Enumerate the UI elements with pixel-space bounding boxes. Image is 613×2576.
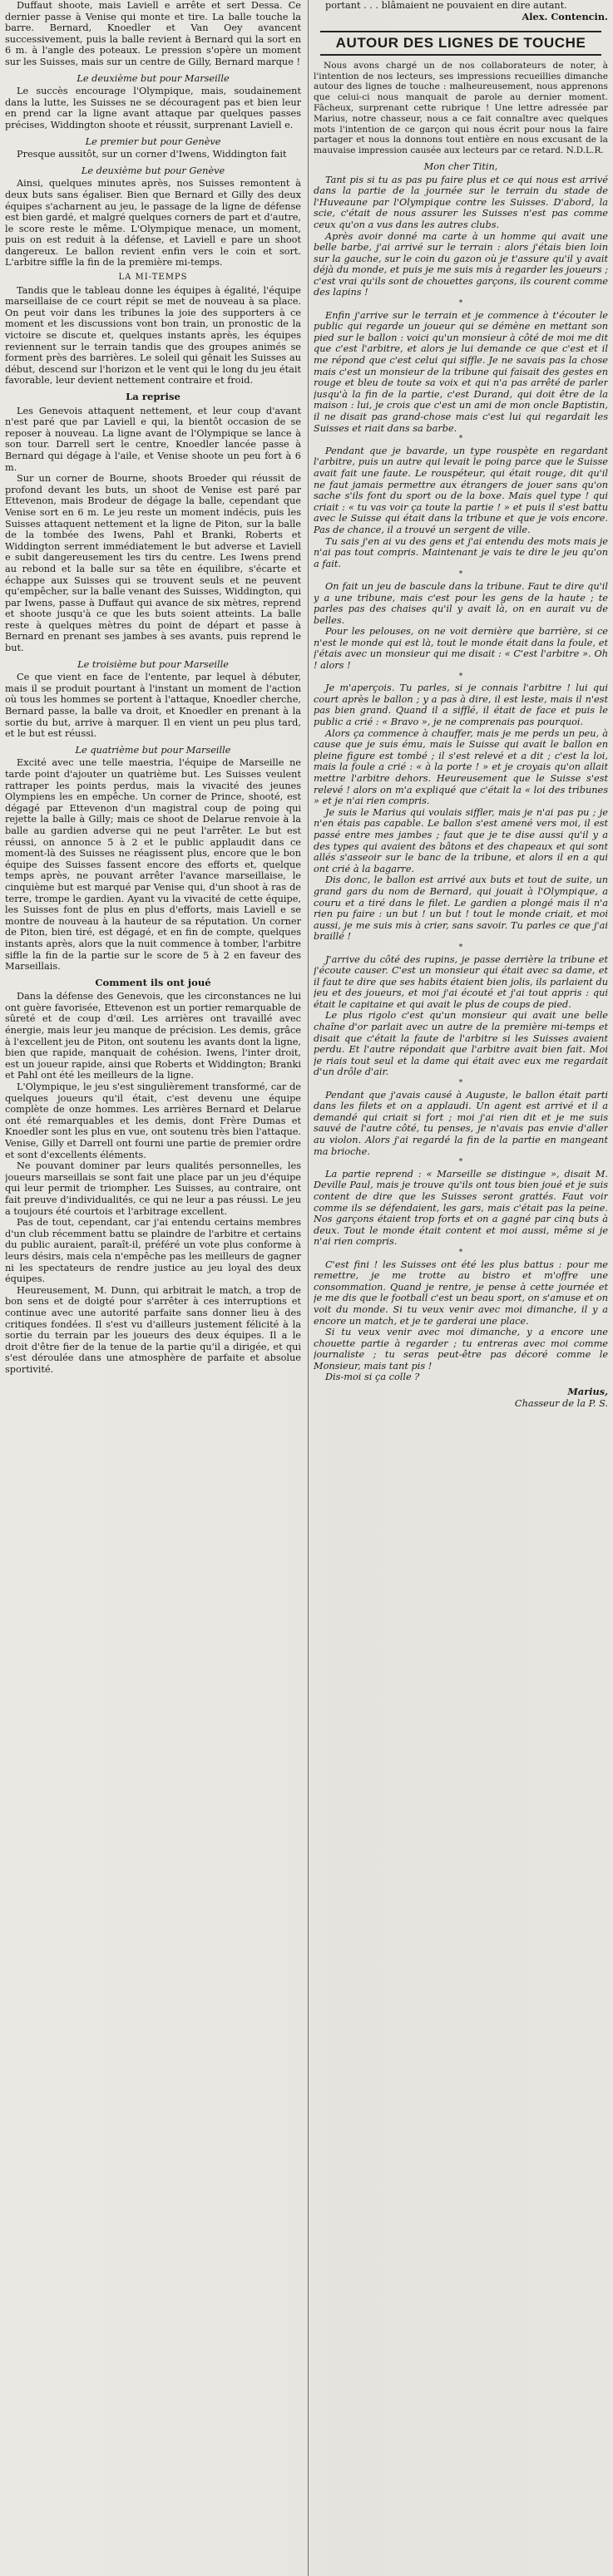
- paragraph: Si tu veux venir avec moi dimanche, y a encore une chouette partie à regarder ; tu entreras avec moi comme journaliste ; tu seras peut-être pas décoré comme le Monsieur, mais tant pis !: [314, 1327, 608, 1372]
- section-heading: La reprise: [126, 391, 180, 402]
- paragraph: L'Olympique, le jeu s'est singulièrement transformé, car de quelques joueurs qu'il était, c'est devenu une équipe complète de onze hommes. Les arrières Bernard et Delarue ont été remarquables et les demis, dont Frère Dumas et Knoedler sont les plus en vue, ont soutenu très bien l'attaque. Venise, Gilly et Darrell ont fourni une partie de premier ordre et sont d'excellents éléments.: [5, 1081, 301, 1160]
- separator-star: *: [458, 943, 463, 952]
- paragraph: Le plus rigolo c'est qu'un monsieur qui avait une belle chaîne d'or parlait avec un autre de la première mi-temps et disait que c'était la faute de l'arbitre si les Suisses avaient perdu. Et l'autre répondait que l'arbitre avait bien fait. Moi je riais tout seul et la dame qui était avec eux me regardait d'un drôle d'air.: [314, 1010, 608, 1078]
- separator-star: *: [458, 1079, 463, 1088]
- letter-body: [314, 161, 608, 1409]
- title-rule-bottom: [320, 54, 601, 56]
- paragraph: Duffaut shoote, mais Laviell e arrête et sert Dessa. Ce dernier passe à Venise qui monte et tire. La balle touche la barre. Bernard, Knoedler et Van Oey avancent successivement, puis la balle revient à Bernard qui la sort en 6 m. à l'angle des poteaux. Le pression s'opère un moment sur les Suisses, mais sur un centre de Gilly, Bernard marque !: [5, 0, 301, 67]
- paragraph: portant . . . blâmaient ne pouvaient en dire autant.: [325, 0, 567, 11]
- paragraph: Pendant que j'avais causé à Auguste, le ballon était parti dans les filets et on a applaudi. Un agent est arrivé et il a demandé qui criait si fort ; moi j'ai rien dit et je me suis sauvé de l'autre côté, tu penses, je n'avais pas envie d'aller au violon. Alors j'ai regardé la fin de la partie en mangeant ma brioche.: [314, 1089, 608, 1157]
- paragraph: Sur un corner de Bourne, shoots Broeder qui réussit de profond devant les buts, un shoot de Venise est paré par Ettevenon, mais Brodeur de dégage la balle, cependant que Venise sort en 6 m. Le jeu reste un moment indécis, puis les Suisses attaquent nettement et la ligne de Piton, sur la balle de la tombée des Iwens, Pahl et Branki, Roberts et Widdington serrent immédiatement le but adverse et Laviell e subit dangereusement les tirs du centre. Les Iwens prend au rebond et la balle sur sa tête en équilibre, s'écarte et échappe aux Suisses qui se trouvent seuls et ne peuvent qu'empêcher, sur la balle venant des Suisses, Widdington, qui par Iwens, passe à Duffaut qui avance de six mètres, reprend et shoote jusqu'à ce que les buts soient atteints. La balle reste à quelques mètres du point de départ et passe à Bernard en prenant ses jambes à ses avants, puis reprend le but.: [5, 473, 301, 654]
- paragraph: La partie reprend : « Marseille se distingue », disait M. Deville Paul, mais je trouve qu'ils ont tous bien joué et je suis content de dire que les Suisses seront grattés. Faut voir comme ils se défendaient, les gars, mais c'était pas la peine. Nos garçons étaient trop forts et on a gagné par cinq buts à deux. Tout le monde était content et moi aussi, même si je n'ai rien compris.: [314, 1168, 608, 1248]
- paragraph: Excité avec une telle maestria, l'équipe de Marseille ne tarde point d'ajouter un quatrième but. Les Suisses veulent rattraper les points perdus, mais la vivacité des jeunes Olympiens les en empêche. Un corner de Prince, shooté, est dégagé par Ettevenon d'un magistral coup de poing qui rejette la balle à Gilly; mais ce shoot de Delarue renvoie à la balle au gardien adverse qui ne peut l'arrêter. Le but est réussi, on annonce 5 à 2 et le public applaudit dans ce moment-là des Suisses ne réagissent plus, encore que le bon équipe des Suisses fassent encore des efforts et, quelque temps après, ne pouvant arrêter l'avance marseillaise, le cinquième but est marqué par Venise qui, d'un shoot à ras de terre, trompe le gardien. Ayant vu la vivacité de cette équipe, les Suisses font de plus en plus d'efforts, mais Laviell e se montre de nouveau à la hauteur de sa réputation. Un corner de Piton, bien tiré, est dégagé, et en fin de compte, quelques instants après, alors que la nuit commence à tomber, l'arbitre siffle la fin de la partie sur le score de 5 à 2 en faveur des Marseillais.: [5, 757, 301, 973]
- paragraph: Ce que vient en face de l'entente, par lequel à débuter, mais il se produit pourtant à l'instant un moment de l'action où tous les hommes se portent à l'attaque, Knoedler cherche, Bernard passe, la balle va droit, et Knoedler en prenant à la sortie du but, arrive à marquer. Il en vient un peu plus tard, et le but est réussi.: [5, 672, 301, 740]
- letter-signature: Marius,: [567, 1386, 608, 1398]
- separator-star: *: [458, 1248, 463, 1257]
- paragraph: Les Genevois attaquent nettement, et leur coup d'avant n'est paré que par Laviell e qui, la bientôt occasion de se reposer à nouveau. La ligne avant de l'Olympique se lance à son tour. Darrell sert le centre, Knoedler lancée passe à Bernard qui dégage à l'aile, et Venise shoote un peu fort à 6 m.: [5, 405, 301, 473]
- subheading: Le premier but pour Genève: [85, 135, 221, 147]
- subheading: Le quatrième but pour Marseille: [75, 744, 231, 756]
- paragraph: Le succès encourage l'Olympique, mais, soudainement dans la lutte, les Suisses ne se découragent pas et bien leur en prend car la ligne avant attaque par quelques passes précises, Widdington shoote et réussit, surprenant Laviell e.: [5, 86, 301, 131]
- paragraph: Tandis que le tableau donne les équipes à égalité, l'équipe marseillaise de ce court répit se met de nouveau à sa place. On peut voir dans les tribunes la joie des supporters à ce moment et les discussions vont bon train, un pronostic de la victoire se discute et, quelques instants après, les équipes reviennent sur le terrain tandis que des groupes animés se forment près des barrières. Le soleil qui gênait les Suisses au début, descend sur l'horizon et le vent qui le long du jeu était favorable, leur devient nettement contraire et froid.: [5, 284, 301, 387]
- paragraph: Presque aussitôt, sur un corner d'Iwens, Widdington fait: [17, 149, 287, 160]
- paragraph: Pas de tout, cependant, car j'ai entendu certains membres d'un club récemment battu se plaindre de l'arbitre et certains du public auraient, paraît-il, préféré un vote plus conforme à leurs désirs, mais cela n'empêche pas les meilleurs de gagner ni les spectateurs de rendre justice au jeu loyal des deux équipes.: [5, 1217, 301, 1285]
- paragraph: Tu sais j'en ai vu des gens et j'ai entendu des mots mais je n'ai pas tout compris. Maintenant je vais te dire le jeu qu'on a fait.: [314, 535, 608, 569]
- section-label: LA MI-TEMPS: [118, 273, 188, 283]
- paragraph: Ainsi, quelques minutes après, nos Suisses remontent à deux buts sans égaliser. Bien que Bernard et Gilly des deux équipes s'acharnent au jeu, le passage de la ligne de défense est bien gardé, et malgré quelques corners de part et d'autre, le score reste le même. L'Olympique menace, un moment, puis on est reduit à la défense, et Laviell e pare un shoot dangereux. Le ballon revient enfin vers le coin et sort. L'arbitre siffle la fin de la première mi-temps.: [5, 178, 301, 268]
- paragraph: Enfin j'arrive sur le terrain et je commence à t'écouter le public qui regarde un joueur qui se démène en mettant son pied sur le ballon : voici qu'un monsieur à côté de moi me dit que c'est l'arbitre, et alors je lui demande ce que c'est et il me répond que c'est celui qui siffle. Je ne savais pas la chose mais c'est un monsieur de la tribune qui faisait des gestes en rouge et bleu de toute sa voix et qui n'a pas arrêté de parler jusqu'à la fin de la partie, c'est Durand, qui doit être de la maison : lui, je crois que c'est un ami de mon oncle Baptistin, il ne disait pas grand-chose mais c'est lui qui regardait les Suisses et riait dans sa barbe.: [314, 309, 608, 434]
- paragraph: Pour les pelouses, on ne voit dernière que barrière, si ce n'est le monde qui est là, tout le monde était dans la foule, et j'étais avec un monsieur qui me disait : « C'est l'arbitre ». Oh ! alors !: [314, 626, 608, 672]
- paragraph: C'est fini ! les Suisses ont été les plus battus : pour me remettre, je me trotte au bistro et m'offre une consommation. Quand je rentre, je pense à cette journée et je me dis que le football c'est un beau sport, on s'amuse et on voit du monde. Si tu veux venir avec moi dimanche, il y a encore un match, et je te garderai une place.: [314, 1258, 608, 1327]
- separator-star: *: [458, 672, 463, 681]
- paragraph: Dans la défense des Genevois, que les circonstances ne lui ont guère favorisée, Ettevenon est un portier remarquable de sûreté et de coup d'œil. Les arrières ont travaillé avec énergie, mais leur jeu manque de précision. Les demis, grâce à l'excellent jeu de Piton, ont soutenu les avants dont la ligne, bien que rapide, manquait de cohésion. Iwens, l'inter droit, est un joueur rapide, ainsi que Roberts et Widdington; Branki et Pahl ont été les meilleurs de la ligne.: [5, 991, 301, 1081]
- separator-star: *: [458, 299, 463, 308]
- subheading: Le deuxième but pour Genève: [81, 165, 225, 176]
- letter-salutation: Mon cher Titin,: [423, 160, 498, 172]
- column-divider: [308, 0, 309, 2576]
- paragraph: Ne pouvant dominer par leurs qualités personnelles, les joueurs marseillais se sont fait une place par un jeu d'équipe qui leur permit de triompher. Les Suisses, au contraire, ont fait preuve d'individualités, ce qui ne leur a pas réussi. Le jeu a toujours été courtois et l'arbitrage excellent.: [5, 1160, 301, 1217]
- paragraph: Alors ça commence à chauffer, mais je me perds un peu, à cause que je suis ému, mais le Suisse qui avait le ballon en pleine figure est tombé ; il s'est relevé et a dit ; c'est la loi, mais la foule a crié : « à la porte ! » et je croyais qu'on allait mettre l'arbitre dehors. Heureusement que le Suisse s'est relevé ! alors on m'a expliqué que c'était la « loi des tribunes » et je n'ai rien compris.: [314, 727, 608, 807]
- paragraph: J'arrive du côté des rupins, je passe derrière la tribune et j'écoute causer. C'est un monsieur qui était avec sa dame, et il faut te dire que ses habits étaient bien jolis, ils parlaient du jeu et des joueurs, et moi j'ai écouté et j'ai tout appris : qui était le capitaine et qui avait le plus de coups de pied.: [314, 953, 608, 1010]
- paragraph: Heureusement, M. Dunn, qui arbitrait le match, a trop de bon sens et de doigté pour s'arrêter à ces interruptions et continue avec une autorité parfaite sans donner lieu à des critiques fondées. Il s'est vu d'ailleurs justement félicité à la sortie du terrain par les joueurs des deux équipes. Il a le droit d'être fier de la tenue de la partie qu'il a dirigée, et qui s'est déroulée dans une atmosphère de parfaite et absolue sportivité.: [5, 1284, 301, 1375]
- separator-star: *: [458, 1158, 463, 1167]
- paragraph: Dis donc, le ballon est arrivé aux buts et tout de suite, un grand gars du nom de Bernard, qui jouait à l'Olympique, a couru et a tiré dans le filet. Le gardien a plongé mais il n'a rien pu faire : un but ! un but ! tout le monde criait, et moi aussi, je me suis mis à crier, sans savoir. Tu parles ce que j'ai braillé !: [314, 874, 608, 943]
- paragraph: Je suis le Marius qui voulais siffler, mais je n'ai pas pu ; je n'en étais pas capable. Le ballon s'est amené vers moi, il est passé entre mes jambes ; faut que je te dise aussi qu'il y a des types qui avaient des bâtons et des chapeaux et qui sont allés s'asseoir sur le banc de la tribune, et alors il en a qui ont crié à la bagarre.: [314, 806, 608, 874]
- paragraph: Je m'aperçois. Tu parles, si je connais l'arbitre ! lui qui court après le ballon ; y a pas à dire, il est leste, mais il n'est pas bien grand. Quand il a sifflé, il était de face et puis le public a crié : « Bravo », je ne comprenais pas pourquoi.: [314, 682, 608, 728]
- article-title-block: [314, 31, 608, 56]
- right-column: [314, 0, 608, 1409]
- paragraph: Dis-moi si ça colle ?: [325, 1372, 420, 1383]
- article-title: AUTOUR DES LIGNES DE TOUCHE: [335, 35, 586, 52]
- byline: Alex. Contencin.: [522, 10, 608, 22]
- title-rule-top: [320, 31, 601, 32]
- separator-star: *: [458, 570, 463, 579]
- subheading: Le deuxième but pour Marseille: [77, 72, 230, 84]
- editor-intro: [314, 61, 608, 156]
- paragraph: Tant pis si tu as pas pu faire plus et ce qui nous est arrivé dans la partie de la journée sur le terrain du stade de l'Huveaune par l'Olympique contre les Suisses. D'abord, la scie, c'était de nous assurer les Suisses n'est pas comme ceux qu'on a vus dans les autres clubs.: [314, 174, 608, 230]
- separator-star: *: [458, 435, 463, 444]
- paragraph: Après avoir donné ma carte à un homme qui avait une belle barbe, j'ai arrivé sur le terrain : alors j'étais bien loin sur la gauche, sur le coin du gazon où je t'assure qu'il y avait déjà du monde, et puis je me suis mis à regarder les joueurs ; c'est vrai qu'ils sont de chouettes garçons, ils courent comme des lapins !: [314, 230, 608, 298]
- paragraph: Pendant que je bavarde, un type rouspète en regardant l'arbitre, puis un autre qui levait le poing parce que le Suisse avait fait une faute. Le rouspéteur, qui était rouge, dit qu'il ne faut jamais permettre aux étrangers de jouer sans qu'on sache s'ils font du sport ou de la boxe. Mais quel type ! qui criait : « tu vas voir ça toute la partie ! » et puis il s'est battu avec le Suisse qui était dans la tribune et que je vois encore. Pas de chance, il a trouvé un sergent de ville.: [314, 445, 608, 535]
- left-column: [5, 0, 301, 1375]
- paragraph: On fait un jeu de bascule dans la tribune. Faut te dire qu'il y a une tribune, mais c'est pour les gens de la haute ; te parles pas des chaises qu'il y avait là, on en aurait vu de belles.: [314, 580, 608, 626]
- letter-signature-title: Chasseur de la P. S.: [514, 1397, 608, 1409]
- intro-paragraph: Nous avons chargé un de nos collaborateurs de noter, à l'intention de nos lecteurs, ses impressions recueillies dimanche autour des lignes de touche : malheureusement, nous apprenons que celui-ci nous manquait de parole au dernier moment. Fâcheux, surprenant cette rubrique ! Une lettre adressée par Marius, notre chasseur, nous a ce fait connaître avec quelques mots l'intention de ce garçon qui nous écrit pour nous la faire partager et nous la donnons tout entière en nous excusant de la mauvaise impression causée aux lecteurs par ce retard. N.D.L.R.: [314, 60, 608, 156]
- subheading: Le troisième but pour Marseille: [77, 658, 229, 670]
- section-heading: Comment ils ont joué: [95, 976, 211, 988]
